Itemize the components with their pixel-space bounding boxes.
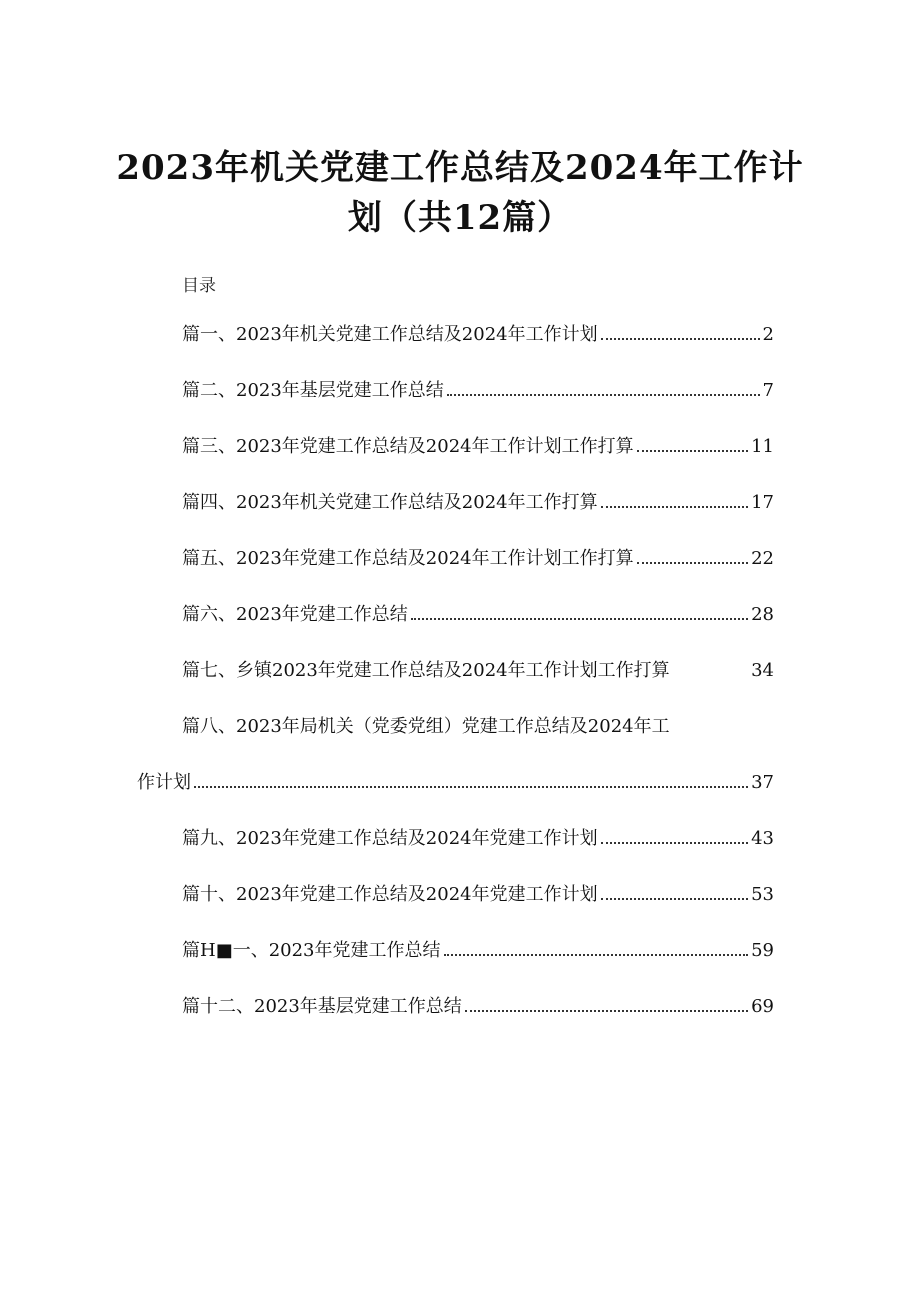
toc-entry[interactable] xyxy=(182,603,774,627)
toc-entry-wrapped-line[interactable]: 篇八、2023年局机关（党委党组）党建工作总结及2024年工 xyxy=(182,716,670,737)
toc-entry[interactable] xyxy=(182,435,774,459)
toc-leader-dots xyxy=(194,785,748,788)
toc-entry-page: 28 xyxy=(751,604,774,625)
toc-entry-page: 59 xyxy=(751,940,774,961)
toc-entry[interactable] xyxy=(137,771,774,795)
toc-entry-label: 作计划 xyxy=(137,772,191,793)
toc-leader-dots xyxy=(411,617,748,620)
toc-entry-page: 2 xyxy=(762,324,774,345)
toc-entry-label: 篇十、2023年党建工作总结及2024年党建工作计划 xyxy=(182,884,598,905)
toc-entry-label: 篇六、2023年党建工作总结 xyxy=(182,604,408,625)
toc-entry-label: 篇二、2023年基层党建工作总结 xyxy=(182,380,444,401)
toc-entry-page: 53 xyxy=(751,884,774,905)
toc-leader-dots xyxy=(637,561,748,564)
toc-entry-label: 篇九、2023年党建工作总结及2024年党建工作计划 xyxy=(182,828,598,849)
toc-leader-dots xyxy=(601,337,760,340)
document-title-line-1: 2023年机关党建工作总结及2024年工作计 xyxy=(116,148,804,188)
toc-leader-dots xyxy=(601,505,748,508)
toc-entry-label: 篇十二、2023年基层党建工作总结 xyxy=(182,996,462,1017)
toc-entry-label: 篇五、2023年党建工作总结及2024年工作计划工作打算 xyxy=(182,548,634,569)
document-title-line-2: 划（共12篇） xyxy=(347,198,573,238)
toc-entry-page: 7 xyxy=(762,380,774,401)
toc-entry-page: 69 xyxy=(751,996,774,1017)
toc-leader-dots xyxy=(465,1009,748,1012)
toc-leader-dots xyxy=(601,841,748,844)
toc-label: 目录 xyxy=(182,276,216,296)
toc-entry[interactable] xyxy=(182,995,774,1019)
toc-entry-page: 17 xyxy=(751,492,774,513)
toc-entry-label: 篇三、2023年党建工作总结及2024年工作计划工作打算 xyxy=(182,436,634,457)
toc-entry[interactable] xyxy=(182,323,774,347)
toc-entry-page: 43 xyxy=(751,828,774,849)
toc-leader-dots xyxy=(444,953,749,956)
toc-entry-page: 11 xyxy=(751,436,774,457)
toc-entry-label: 篇一、2023年机关党建工作总结及2024年工作计划 xyxy=(182,324,598,345)
toc-entry[interactable] xyxy=(182,827,774,851)
toc-entry-label: 篇四、2023年机关党建工作总结及2024年工作打算 xyxy=(182,492,598,513)
toc-entry-page: 34 xyxy=(751,660,774,681)
toc-entry[interactable] xyxy=(182,379,774,403)
toc-entry[interactable] xyxy=(182,939,774,963)
toc-entry[interactable] xyxy=(182,491,774,515)
toc-entry-label: 篇H■一、2023年党建工作总结 xyxy=(182,940,441,961)
toc-entry[interactable] xyxy=(182,883,774,907)
toc-leader-dots xyxy=(637,449,748,452)
toc-entry-page: 37 xyxy=(751,772,774,793)
toc-entry[interactable] xyxy=(182,547,774,571)
toc-leader-dots xyxy=(673,675,748,676)
toc-leader-dots xyxy=(601,897,748,900)
toc-entry-label: 篇七、乡镇2023年党建工作总结及2024年工作计划工作打算 xyxy=(182,660,670,681)
toc-leader-dots xyxy=(447,393,760,396)
toc-entry[interactable] xyxy=(182,659,774,683)
toc-entry-page: 22 xyxy=(751,548,774,569)
